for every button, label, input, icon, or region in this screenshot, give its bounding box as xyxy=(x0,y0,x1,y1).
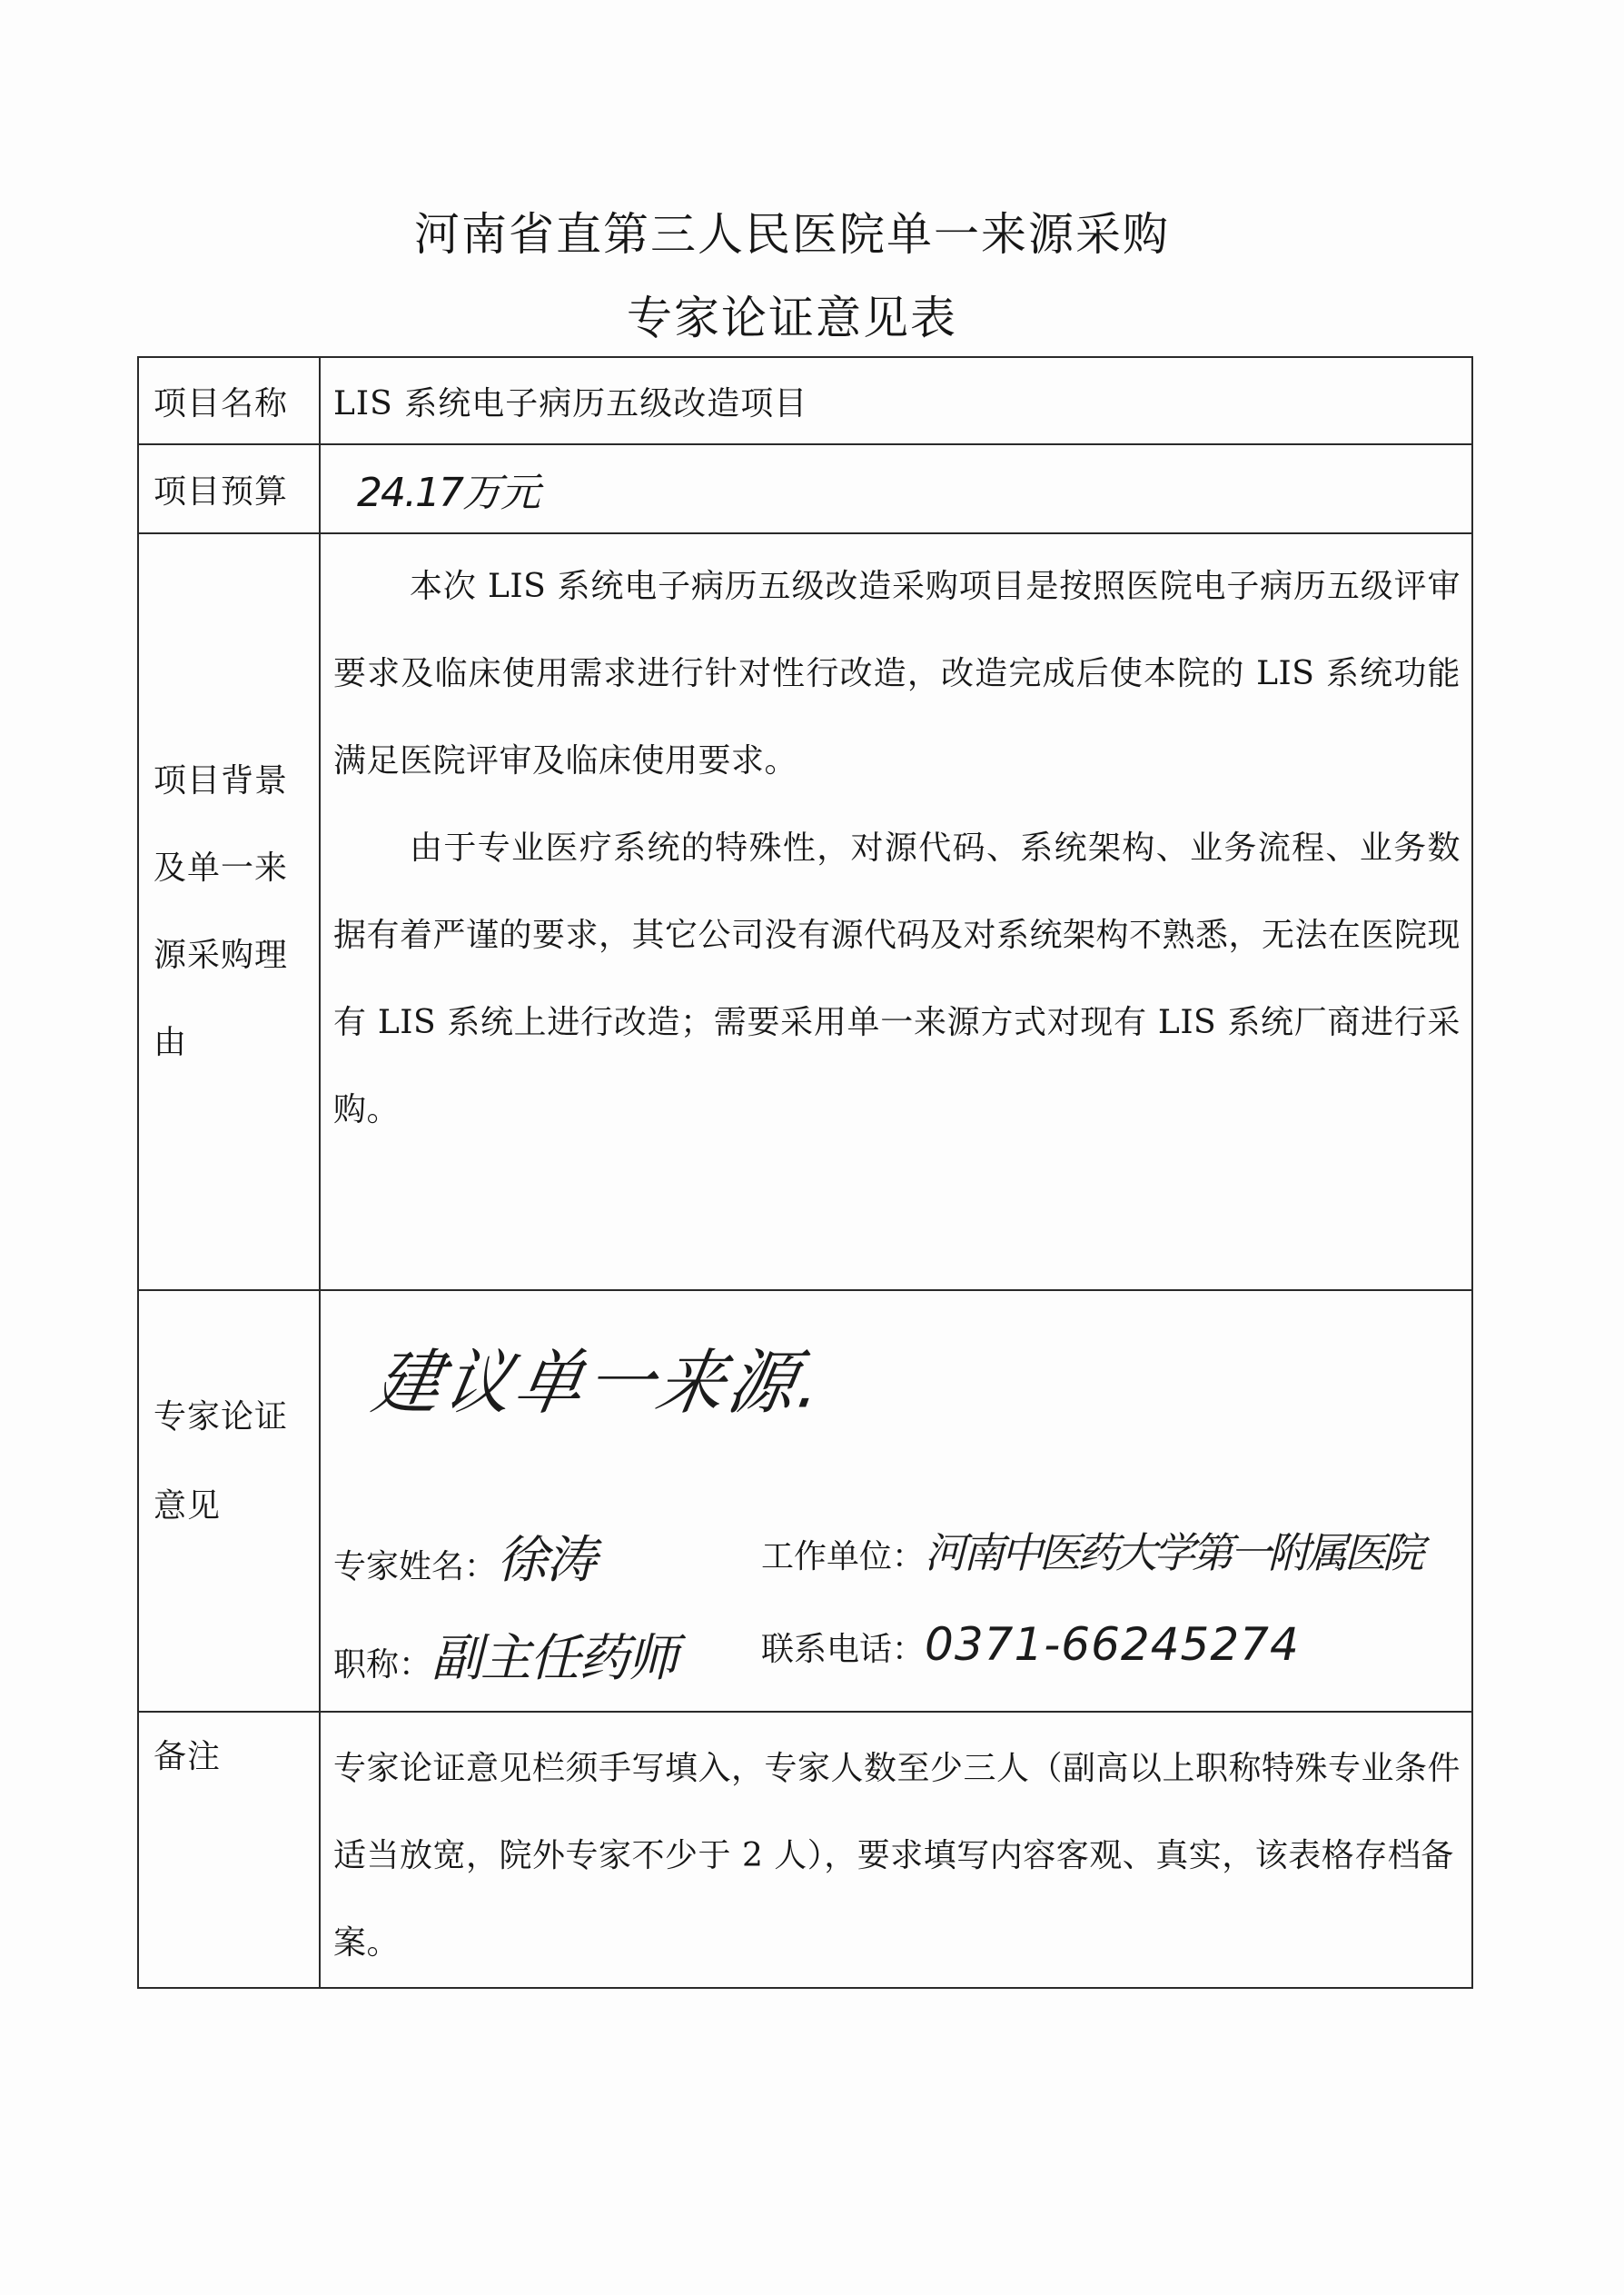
row-project-name xyxy=(138,357,1472,444)
expert-unit-field xyxy=(761,1520,1421,1580)
expert-title-label: 职称： xyxy=(333,1646,432,1684)
expert-opinion-label: 专家论证意见 xyxy=(138,1290,320,1712)
budget-cell xyxy=(320,444,1472,533)
expert-phone-label: 联系电话： xyxy=(761,1631,926,1668)
background-cell xyxy=(320,533,1472,1290)
note-label: 备注 xyxy=(138,1712,320,1988)
expert-title-field xyxy=(333,1618,677,1691)
handwritten-opinion: 建议单一来源. xyxy=(366,1342,832,1425)
document-title-line2: 专家论证意见表 xyxy=(627,292,957,344)
expert-unit-label: 工作单位： xyxy=(761,1538,926,1575)
document-title-line1: 河南省直第三人民医院单一来源采购 xyxy=(414,208,1170,261)
expert-phone-handwritten: 0371-66245274 xyxy=(925,1618,1300,1671)
expert-opinion-form xyxy=(137,356,1473,1989)
budget-handwritten-value: 24.17万元 xyxy=(357,470,539,516)
note-cell xyxy=(320,1712,1472,1988)
project-name-label: 项目名称 xyxy=(138,357,320,444)
expert-phone-field xyxy=(761,1618,1300,1671)
expert-title-handwritten: 副主任药师 xyxy=(431,1629,678,1688)
row-expert-opinion xyxy=(138,1290,1472,1712)
row-budget xyxy=(138,444,1472,533)
background-paragraph-2: 由于专业医疗系统的特殊性，对源代码、系统架构、业务流程、业务数据有着严谨的要求，其它公司没有源代码及对系统架构不熟悉，无法在医院现有 LIS 系统上进行改造；需要采用单一来源方式对现有 LIS 系统厂商进行采购。 xyxy=(333,830,1461,1128)
project-name-value: LIS 系统电子病历五级改造项目 xyxy=(320,357,1472,444)
expert-unit-handwritten: 河南中医药大学第一附属医院 xyxy=(925,1528,1421,1577)
background-label: 项目背景及单一来源采购理由 xyxy=(138,533,320,1290)
expert-opinion-cell xyxy=(320,1290,1472,1712)
background-paragraph-1: 本次 LIS 系统电子病历五级改造采购项目是按照医院电子病历五级评审要求及临床使用需求进行针对性行改造，改造完成后使本院的 LIS 系统功能满足医院评审及临床使用要求。 xyxy=(333,568,1461,780)
budget-label: 项目预算 xyxy=(138,444,320,533)
row-note xyxy=(138,1712,1472,1988)
expert-name-field xyxy=(333,1520,595,1593)
expert-name-label: 专家姓名： xyxy=(333,1548,498,1585)
note-text: 专家论证意见栏须手写填入，专家人数至少三人（副高以上职称特殊专业条件适当放宽，院外专家不少于 2 人），要求填写内容客观、真实，该表格存档备案。 xyxy=(333,1750,1461,1962)
row-background xyxy=(138,533,1472,1290)
expert-name-handwritten: 徐涛 xyxy=(497,1531,596,1590)
